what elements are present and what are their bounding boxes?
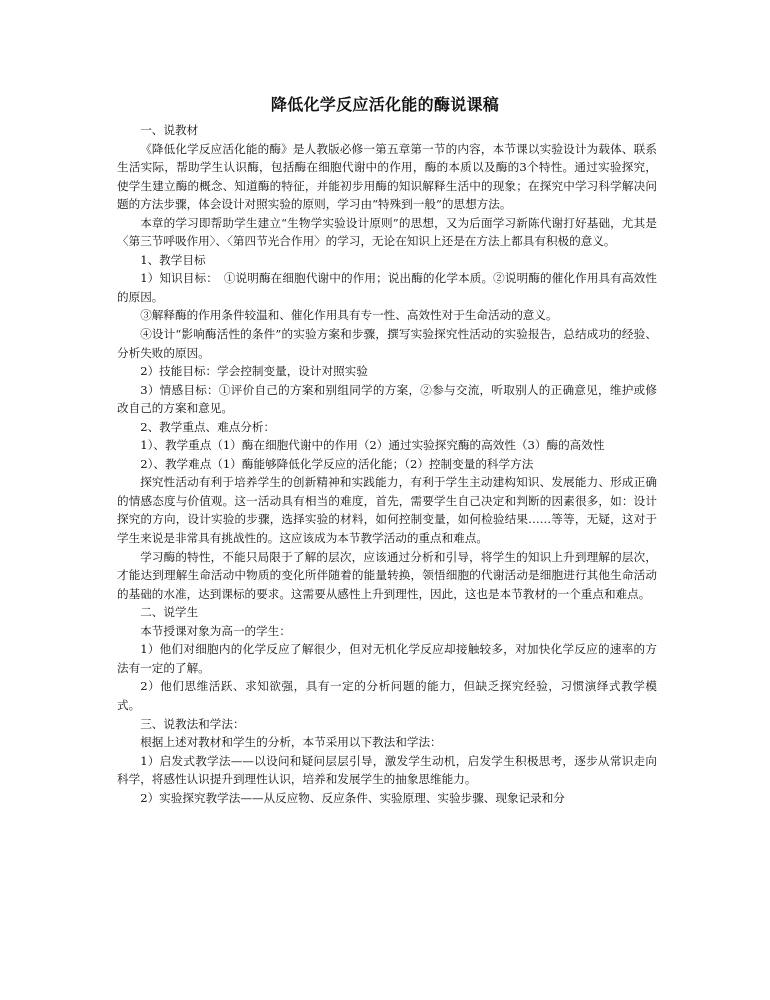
paragraph: 《降低化学反应活化能的酶》是人教版必修一第五章第一节的内容，本节课以实验设计为载体、联系生活实际，帮助学生认识酶，包括酶在细胞代谢中的作用，酶的本质以及酶的3个特性。通过实验探究，使学生建立酶的概念、知道酶的特征，并能初步用酶的知识解释生活中的现象；在探究中学习科学解决问题的方法步骤，体会设计对照实验的原则，学习由“特殊到一般”的思想方法。	[117, 141, 657, 212]
paragraph: ④设计“影响酶活性的条件”的实验方案和步骤，撰写实验探究性活动的实验报告，总结成功的经验、分析失败的原因。	[117, 327, 657, 360]
document-title: 降低化学反应活化能的酶说课稿	[270, 95, 500, 114]
paragraph: 本章的学习即帮助学生建立“生物学实验设计原则”的思想，又为后面学习新陈代谢打好基础，尤其是〈第三节呼吸作用〉、〈第四节光合作用〉的学习，无论在知识上还是在方法上都具有积极的意义。	[117, 215, 657, 249]
paragraph: 2）他们思维活跃、求知欲强，具有一定的分析问题的能力，但缺乏探究经验，习惯演绎式教学模式。	[117, 679, 657, 712]
paragraph: ③解释酶的作用条件较温和、催化作用具有专一性、高效性对于生命活动的意义。	[140, 308, 558, 323]
heading-section-2: 二、说学生	[140, 605, 199, 620]
paragraph: 根据上述对教材和学生的分析，本节采用以下教法和学法：	[140, 735, 442, 750]
heading-teaching-goals: 1、教学目标	[140, 252, 206, 267]
paragraph: 3）情感目标：①评价自己的方案和别组同学的方案，②参与交流，听取别人的正确意见，维护或修改自己的方案和意见。	[117, 382, 657, 416]
paragraph: 2）实验探究教学法——从反应物、反应条件、实验原理、实验步骤、现象记录和分	[140, 790, 565, 805]
document-body	[117, 121, 657, 807]
paragraph: 学习酶的特性，不能只局限于了解的层次，应该通过分析和引导，将学生的知识上升到理解的层次，才能达到理解生命活动中物质的变化所伴随着的能量转换，领悟细胞的代谢活动是细胞进行其他生命活动的基础的水准，达到课标的要求。这需要从感性上升到理性，因此，这也是本节教材的一个重点和难点。	[117, 549, 657, 601]
heading-section-3: 三、说教法和学法：	[140, 716, 245, 731]
paragraph: 2）技能目标：学会控制变量，设计对照实验	[140, 364, 368, 379]
paragraph: 探究性活动有利于培养学生的创新精神和实践能力，有利于学生主动建构知识、发展能力、形成正确的情感态度与价值观。这一活动具有相当的难度，首先，需要学生自己决定和判断的因素很多，如：设计探究的方向，设计实验的步骤，选择实验的材料，如何控制变量，如何检验结果……等等，无疑，这对于学生来说是非常具有挑战性的。这应该成为本节教学活动的重点和难点。	[117, 475, 657, 546]
heading-key-points: 2、教学重点、难点分析：	[140, 419, 276, 434]
paragraph: 2）、教学难点（1）酶能够降低化学反应的活化能；（2）控制变量的科学方法	[140, 456, 534, 471]
paragraph: 本节授课对象为高一的学生：	[140, 623, 291, 638]
paragraph: 1）知识目标： ①说明酶在细胞代谢中的作用；说出酶的化学本质。②说明酶的催化作用具有高效性的原因。	[117, 271, 657, 304]
paragraph: 1）他们对细胞内的化学反应了解很少，但对无机化学反应却接触较多，对加快化学反应的速率的方法有一定的了解。	[117, 642, 657, 675]
paragraph: 1）、教学重点（1）酶在细胞代谢中的作用（2）通过实验探究酶的高效性（3）酶的高效性	[140, 438, 605, 453]
paragraph: 1）启发式教学法——以设问和疑问层层引导，激发学生动机，启发学生积极思考，逐步从常识走向科学，将感性认识提升到理性认识，培养和发展学生的抽象思维能力。	[117, 753, 657, 787]
heading-section-1: 一、说教材	[140, 123, 199, 137]
